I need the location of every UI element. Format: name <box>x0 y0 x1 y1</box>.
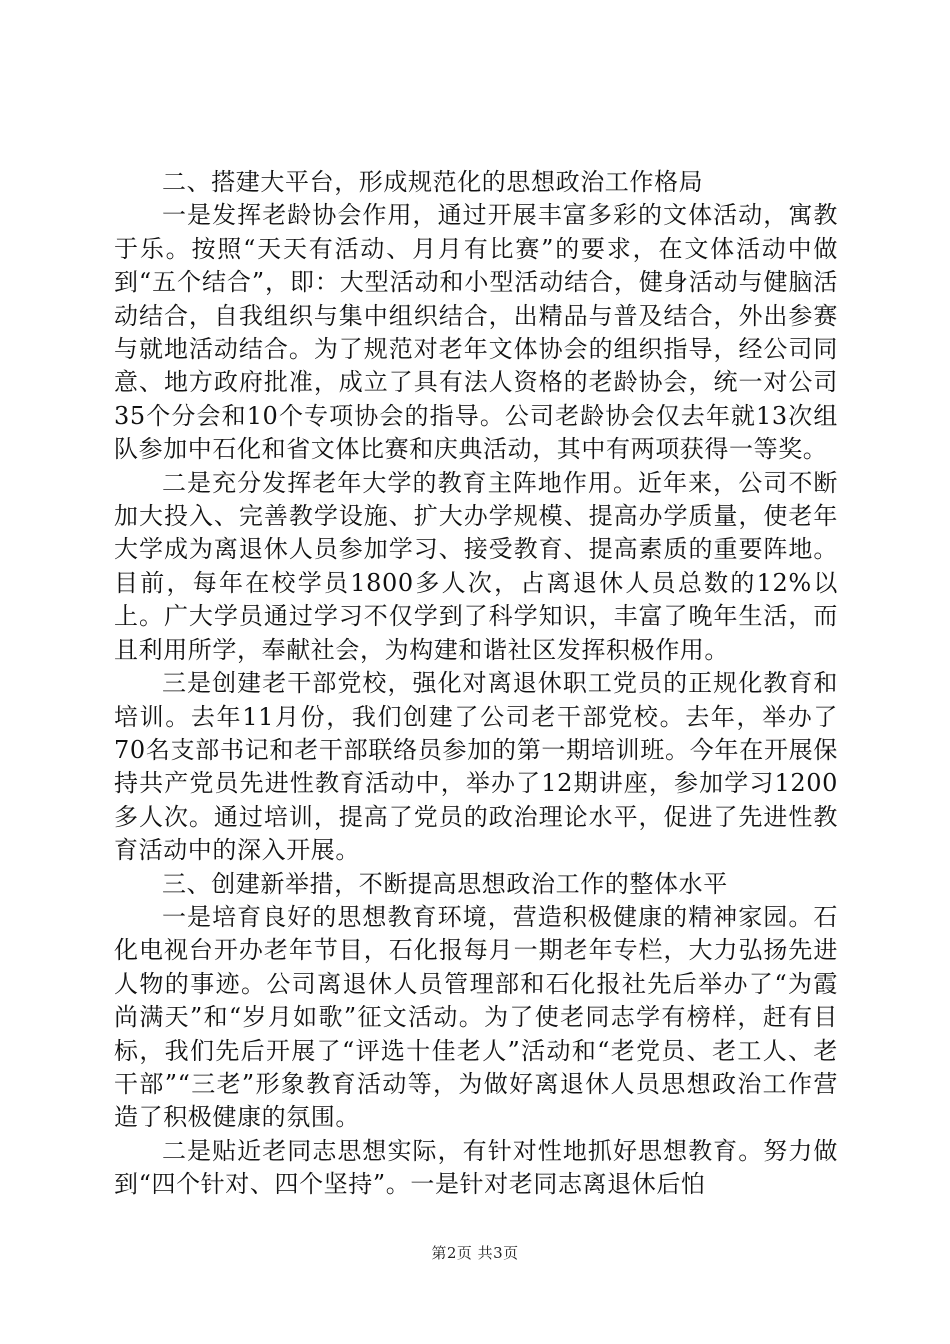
paragraph-education-environment: 一是培育良好的思想教育环境，营造积极健康的精神家园。石化电视台开办老年节目，石化报每月一期老年专栏，大力弘扬先进人物的事迹。公司离退休人员管理部和石化报社先后举办了“为霞尚满天”和“岁月如歌”征文活动。为了使老同志学有榜样，赶有目标，我们先后开展了“评选十佳老人”活动和“老党员、老工人、老干部”“三老”形象教育活动等，为做好离退休人员思想政治工作营造了积极健康的氛围。 <box>114 902 838 1132</box>
page-number-footer: 第2页 共3页 <box>431 1244 519 1262</box>
document-body <box>114 166 838 1202</box>
section-heading-2: 二、搭建大平台，形成规范化的思想政治工作格局 <box>162 168 704 196</box>
paragraph-targeted-education: 二是贴近老同志思想实际，有针对性地抓好思想教育。努力做到“四个针对、四个坚持”。一是针对老同志离退休后怕 <box>114 1136 838 1199</box>
section-heading-3: 三、创建新举措，不断提高思想政治工作的整体水平 <box>162 869 728 898</box>
paragraph-senior-university: 二是充分发挥老年大学的教育主阵地作用。近年来，公司不断加大投入、完善教学设施、扩大办学规模、提高办学质量，使老年大学成为离退休人员参加学习、接受教育、提高素质的重要阵地。目前，每年在校学员1800多人次，占离退休人员总数的12%以上。广大学员通过学习不仅学到了科学知识，丰富了晚年生活，而且利用所学，奉献社会，为构建和谐社区发挥积极作用。 <box>114 468 838 664</box>
paragraph-elderly-association: 一是发挥老龄协会作用，通过开展丰富多彩的文体活动，寓教于乐。按照“天天有活动、月月有比赛”的要求，在文体活动中做到“五个结合”，即：大型活动和小型活动结合，健身活动与健脑活动结合，自我组织与集中组织结合，出精品与普及结合，外出参赛与就地活动结合。为了规范对老年文体协会的组织指导，经公司同意、地方政府批准，成立了具有法人资格的老龄协会，统一对公司35个分会和10个专项协会的指导。公司老龄协会仅去年就13次组队参加中石化和省文体比赛和庆典活动，其中有两项获得一等奖。 <box>114 201 838 464</box>
paragraph-party-school: 三是创建老干部党校，强化对离退休职工党员的正规化教育和培训。去年11月份，我们创建了公司老干部党校。去年，举办了70名支部书记和老干部联络员参加的第一期培训班。今年在开展保持共产党员先进性教育活动中，举办了12期讲座，参加学习1200多人次。通过培训，提高了党员的政治理论水平，促进了先进性教育活动中的深入开展。 <box>114 669 838 865</box>
